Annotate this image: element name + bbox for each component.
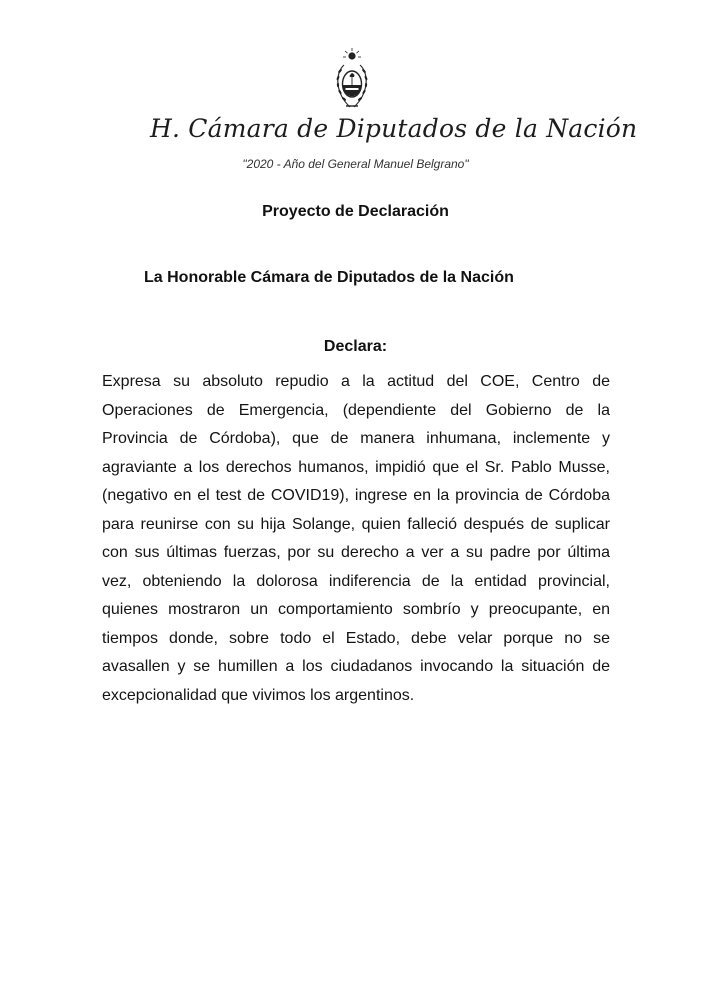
argentine-coat-of-arms-icon xyxy=(331,47,373,113)
institution-name: H. Cámara de Diputados de la Nación xyxy=(150,114,638,143)
operative-word-heading: Declara: xyxy=(323,338,388,355)
year-motto: "2020 - Año del General Manuel Belgrano" xyxy=(242,157,469,171)
declaration-body: Expresa su absoluto repudio a la actitud del COE, Centro de Operaciones de Emergencia, (dependiente del Gobierno de la Provincia de Córdoba), que de manera inhumana, inclemente y agraviante a los derechos humanos, impidió que el Sr. Pablo Musse, (negativo en el test de COVID19), ingrese en la provincia de Córdoba para reunirse con su hija Solange, quien falleció después de suplicar con sus últimas fuerzas, por su derecho a ver a su padre por última vez, obteniendo la dolorosa indiferencia de la entidad provincial, quienes mostraron un comportamiento sombrío y preocupante, en tiempos donde, sobre todo el Estado, debe velar porque no se avasallen y se humillen a los ciudadanos invocando la situación de excepcionalidad que vivimos los argentinos. xyxy=(102,373,610,704)
chamber-heading: La Honorable Cámara de Diputados de la Nación xyxy=(144,269,514,286)
document-type-heading: Proyecto de Declaración xyxy=(262,203,449,220)
